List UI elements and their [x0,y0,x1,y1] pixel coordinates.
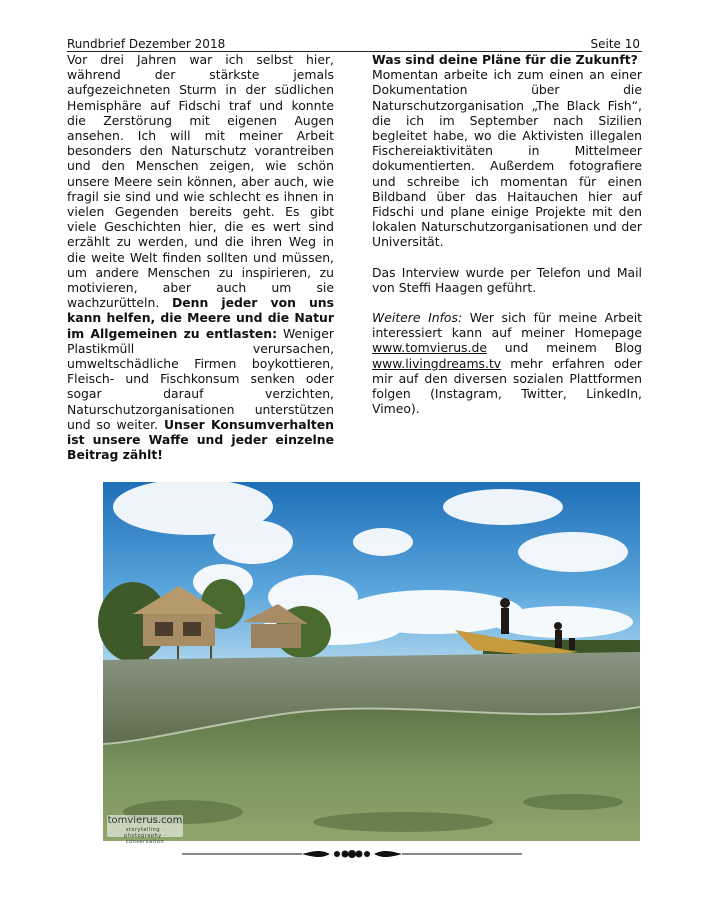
info-paragraph [372,310,642,416]
left-paragraph [67,52,334,462]
right-column [372,52,642,416]
photo-watermark [107,815,183,845]
interview-note: Das Interview wurde per Telefon und Mail von Steffi Haagen geführt. [372,264,642,295]
right-heading [372,52,642,67]
divider-ornament [182,846,522,862]
left-bold-1: Denn jeder von uns kann helfen, die Meere und die Natur im Allgemeinen zu entlasten: [67,295,334,341]
left-bold-2: Unser Konsumverhalten ist unsere Waffe und jeder einzelne Beitrag zählt! [67,416,334,463]
homepage-link[interactable]: www.tomvierus.de [372,340,487,356]
info-label: Weitere Infos: [372,310,463,326]
left-text-1: Vor drei Jahren war ich selbst hier, während der stärkste jemals aufgezeichneten Sturm in der südlichen Hemisphäre auf Fidschi traf und konnte die Zerstörung mit eigenen Augen ansehen. Ich will mit meiner Arbeit besonders den Naturschutz vorantreiben und den Menschen zeigen, wie schön unsere Meere sein können, aber auch, wie fragil sie sind und wie schlecht es ihnen in vielen Gegenden bereits geht. Es gibt viele Geschichten hier, die es wert sind erzählt zu werden, und die ihren Weg in die weite Welt finden sollten und müssen, um andere Menschen zu inspirieren, zu motivieren, aber auch um sie wachzurütteln. [67,52,334,311]
answer-paragraph: Momentan arbeite ich zum einen an einer Dokumentation über die Naturschutzorganisation „The Black Fish“, die ich im September nach Sizilien begleitet habe, wo die Aktivisten illegalen Fischereiaktivitäten in Mittelmeer dokumentierten. Außerdem fotografiere und schreibe ich momentan für einen Bildband über das Haitauchen hier auf Fidschi und plane einige Projekte mit den lokalen Naturschutzorganisationen und der Universität. [372,67,642,250]
page-number: Seite 10 [590,37,640,51]
watermark-text: tomvierus.com [107,815,183,826]
left-text-2: Weniger Plastikmüll verursachen, umweltschädliche Firmen boykottieren, Fleisch- und Fischkonsum senken oder sogar darauf verzichten, Naturschutzorganisationen unterstützen und so weiter. [67,325,334,432]
info-text-1: Wer sich für meine Arbeit interessiert kann auf meiner Homepage [372,310,642,341]
page-header [67,37,642,52]
left-column [67,52,334,462]
question-heading: Was sind deine Pläne für die Zukunft? [372,52,638,67]
newsletter-title: Rundbrief Dezember 2018 [67,37,226,51]
watermark-subtext: storytelling · photography · conservation [124,827,166,845]
blog-link[interactable]: www.livingdreams.tv [372,355,502,371]
info-text-2: und meinem Blog [504,340,642,356]
photo-illustration [103,482,640,841]
split-level-photo [103,482,640,845]
info-text-3: mehr erfahren oder mir auf den diversen sozialen Plattformen folgen (Instagram, Twitter, LinkedIn, Vimeo). [372,355,642,417]
